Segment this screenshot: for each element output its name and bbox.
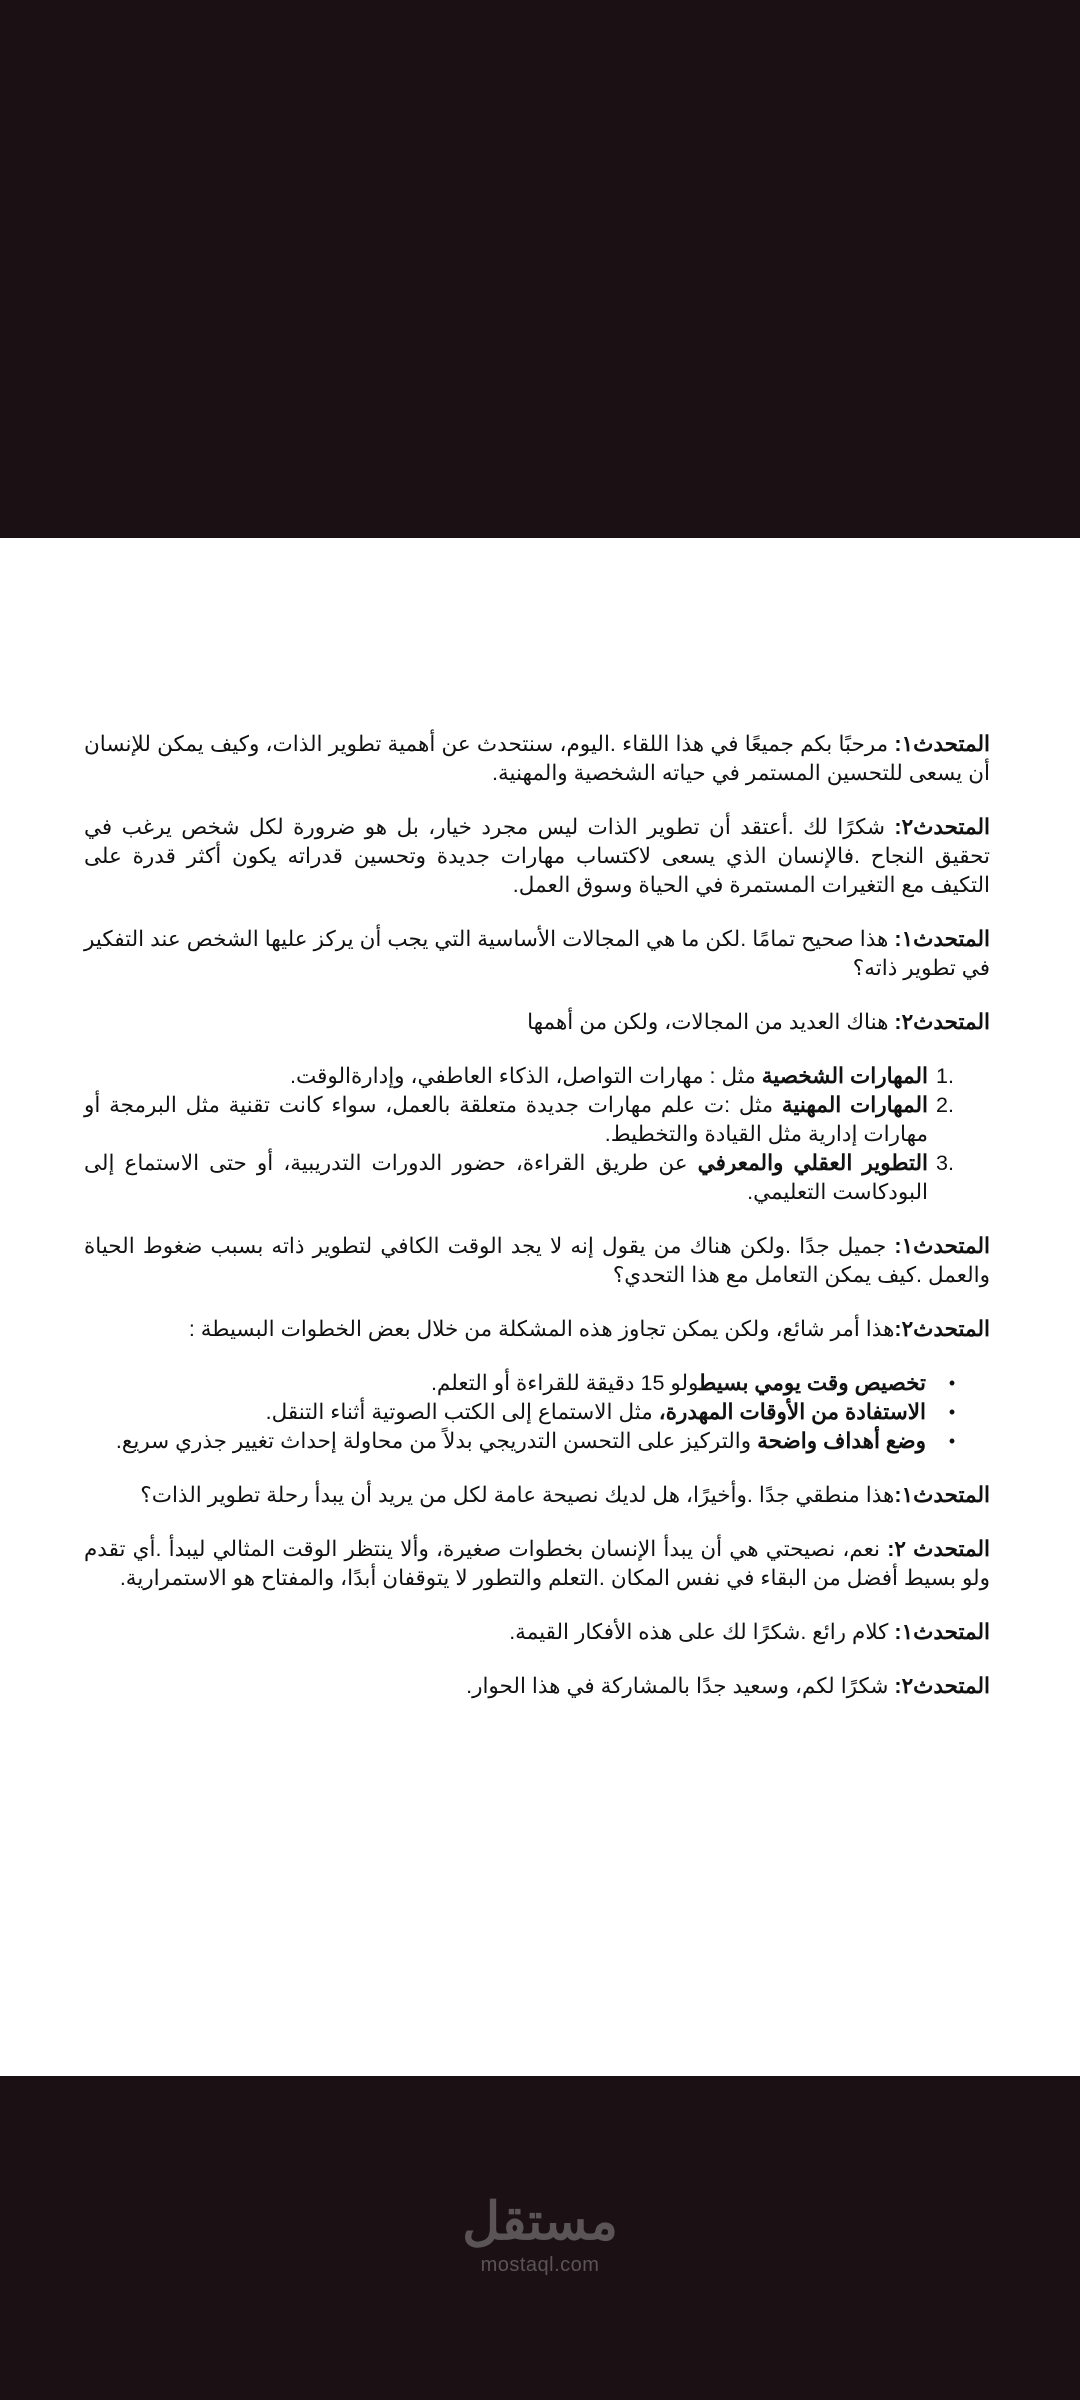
speaker-label: المتحدث١:: [894, 1620, 990, 1644]
dialogue-paragraph: [84, 1618, 990, 1647]
dialogue-paragraph: [84, 730, 990, 788]
paragraph-text: هذا أمر شائع، ولكن يمكن تجاوز هذه المشكلة من خلال بعض الخطوات البسيطة :: [188, 1317, 895, 1341]
bullet-list-item: [84, 1398, 990, 1427]
watermark-url: mostaql.com: [480, 2254, 600, 2276]
bullet-list-item: [84, 1427, 990, 1456]
paragraph-text: هذا صحيح تمامًا .لكن ما هي المجالات الأساسية التي يجب أن يركز عليها الشخص عند التفكير في تطوير ذاته؟: [84, 927, 990, 980]
paragraph-text: نعم، نصيحتي هي أن يبدأ الإنسان بخطوات صغيرة، وألا ينتظر الوقت المثالي ليبدأ .أي تقدم ولو بسيط أفضل من البقاء في نفس المكان .التعلم والتطور لا يتوقفان أبدًا، والمفتاح هو الاستمرارية.: [84, 1537, 990, 1590]
bullet-icon: •: [948, 1402, 956, 1422]
speaker-label: المتحدث٢:: [894, 1317, 990, 1341]
item-text: مثل : مهارات التواصل، الذكاء العاطفي، وإدارةالوقت.: [290, 1064, 762, 1088]
dialogue-paragraph: [84, 1315, 990, 1344]
speaker-label: المتحدث١:: [894, 1234, 990, 1258]
top-dark-band: [0, 0, 1080, 538]
watermark-logo: مستقل: [462, 2193, 618, 2251]
dialogue-paragraph: [84, 1672, 990, 1701]
item-title: المهارات الشخصية: [761, 1064, 928, 1088]
speaker-label: المتحدث١:: [894, 927, 990, 951]
dialogue-paragraph: [84, 1008, 990, 1037]
item-text: ولو 15 دقيقة للقراءة أو التعلم.: [430, 1371, 700, 1395]
list-number: 1.: [936, 1064, 954, 1088]
speaker-label: المتحدث١:: [894, 732, 990, 756]
item-title: المهارات المهنية: [781, 1093, 928, 1117]
paragraph-text: كلام رائع .شكرًا لك على هذه الأفكار القيمة.: [509, 1620, 895, 1644]
numbered-list: [84, 1062, 990, 1207]
paragraph-text: هذا منطقي جدًا .وأخيرًا، هل لديك نصيحة عامة لكل من يريد أن يبدأ رحلة تطوير الذات؟: [140, 1483, 895, 1507]
item-title: وضع أهداف واضحة: [757, 1429, 926, 1453]
dialogue-paragraph: [84, 813, 990, 900]
item-text: مثل :ت علم مهارات جديدة متعلقة بالعمل، سواء كانت تقنية مثل البرمجة أو مهارات إدارية مثل القيادة والتخطيط.: [84, 1093, 928, 1146]
item-title: تخصيص وقت يومي بسيط: [699, 1371, 926, 1395]
speaker-label: المتحدث١:: [894, 1483, 990, 1507]
speaker-label: المتحدث٢:: [894, 1674, 990, 1698]
item-title: الاستفادة من الأوقات المهدرة،: [658, 1400, 926, 1424]
list-number: 3.: [936, 1151, 954, 1175]
dialogue-content: [84, 730, 990, 1726]
dialogue-paragraph: [84, 925, 990, 983]
bullet-list: [84, 1369, 990, 1456]
numbered-list-item: [84, 1062, 990, 1091]
numbered-list-item: [84, 1149, 990, 1207]
paragraph-text: جميل جدًا .ولكن هناك من يقول إنه لا يجد الوقت الكافي لتطوير ذاته بسبب ضغوط الحياة والعمل .كيف يمكن التعامل مع هذا التحدي؟: [84, 1234, 990, 1287]
bullet-icon: •: [948, 1373, 956, 1393]
paragraph-text: شكرًا لك .أعتقد أن تطوير الذات ليس مجرد خيار، بل هو ضرورة لكل شخص يرغب في تحقيق النجاح .فالإنسان الذي يسعى لاكتساب مهارات جديدة وتحسين قدراته يكون أكثر قدرة على التكيف مع التغيرات المستمرة في الحياة وسوق العمل.: [84, 815, 990, 897]
paragraph-text: شكرًا لكم، وسعيد جدًا بالمشاركة في هذا الحوار.: [466, 1674, 895, 1698]
dialogue-paragraph: [84, 1535, 990, 1593]
speaker-label: المتحدث٢:: [894, 815, 990, 839]
item-text: مثل الاستماع إلى الكتب الصوتية أثناء التنقل.: [265, 1400, 659, 1424]
bullet-list-item: [84, 1369, 990, 1398]
dialogue-paragraph: [84, 1232, 990, 1290]
list-number: 2.: [936, 1093, 954, 1117]
item-text: والتركيز على التحسن التدريجي بدلاً من محاولة إحداث تغيير جذري سريع.: [115, 1429, 758, 1453]
speaker-label: المتحدث٢:: [894, 1010, 990, 1034]
item-title: التطوير العقلي والمعرفي: [697, 1151, 928, 1175]
bullet-icon: •: [948, 1431, 956, 1451]
item-text: عن طريق القراءة، حضور الدورات التدريبية، أو حتى الاستماع إلى البودكاست التعليمي.: [84, 1151, 928, 1204]
paragraph-text: هناك العديد من المجالات، ولكن من أهمها: [527, 1010, 895, 1034]
speaker-label: المتحدث ٢:: [887, 1537, 990, 1561]
paragraph-text: مرحبًا بكم جميعًا في هذا اللقاء .اليوم، سنتحدث عن أهمية تطوير الذات، وكيف يمكن للإنسان أن يسعى للتحسين المستمر في حياته الشخصية والمهنية.: [84, 732, 990, 785]
document-page: [0, 538, 1080, 2076]
numbered-list-item: [84, 1091, 990, 1149]
dialogue-paragraph: [84, 1481, 990, 1510]
